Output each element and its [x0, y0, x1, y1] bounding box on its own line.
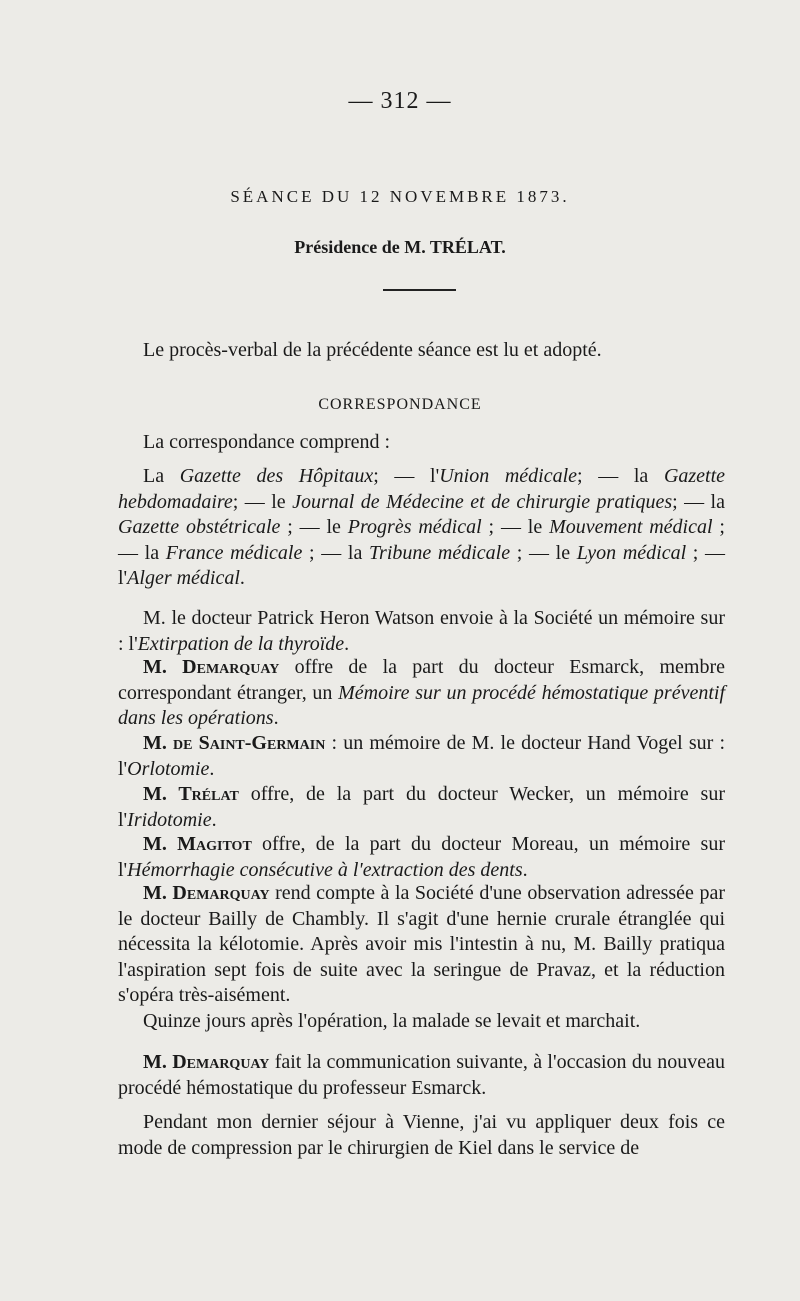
paragraph-quinze-jours: Quinze jours après l'opération, la malade se levait et marchait. [143, 1010, 641, 1032]
journal-title: Union médicale [439, 465, 578, 487]
text-span: . [344, 632, 350, 655]
speaker-name: M. Trélat [143, 783, 239, 805]
journal-title: Gazette obstétricale [118, 516, 281, 539]
text-span: ; — le [280, 516, 348, 539]
text-span: ; — le [232, 490, 293, 513]
speaker-name: M. Magitot [143, 833, 252, 855]
text-span: ; — le [481, 516, 550, 539]
text-span: ; — la [672, 490, 725, 513]
text-span: M. le docteur Patrick Heron Watson envoie à la Société un mémoire sur : l' [118, 607, 725, 655]
journal-title: Gazette des Hôpitaux [179, 465, 374, 487]
minutes-statement: Le procès-verbal de la précédente séance est lu et adopté. [143, 339, 602, 361]
speaker-name: M. de Saint-Germain [143, 732, 326, 754]
work-title: Iridotomie [127, 808, 212, 831]
text-span: ; — le [510, 541, 577, 564]
speaker-name: M. Demarquay [143, 656, 280, 678]
text-span: La [143, 465, 180, 487]
text-span: ; — l' [373, 465, 440, 487]
text-span: ; — la [577, 465, 664, 487]
paragraph-correspondence-intro: La correspondance comprend : [143, 431, 391, 453]
paragraph-demarquay-esmarck [118, 655, 725, 732]
journal-title: Alger médical [127, 567, 240, 590]
text-span: offre de la part du docteur Esmarck, membre correspondant étranger, un [118, 656, 726, 704]
paragraph-watson [118, 606, 725, 657]
speaker-name: M. Demarquay [143, 882, 270, 904]
paragraph-saint-germain [118, 731, 725, 782]
text-span: fait la communication suivante, à l'occasion du nouveau procédé hémostatique du professeur Esmarck. [118, 1051, 725, 1099]
text-span: . [273, 707, 279, 730]
section-heading: CORRESPONDANCE [318, 396, 482, 413]
journal-title: Tribune médicale [369, 541, 511, 564]
journal-title: Gazette hebdomadaire [118, 465, 726, 513]
text-span: : un mémoire de M. le docteur Hand Vogel sur : l' [118, 732, 725, 780]
work-title: Extirpation de la thyroïde [137, 632, 345, 655]
session-title: SÉANCE DU 12 NOVEMBRE 1873. [230, 187, 570, 206]
speaker-name: M. Demarquay [143, 1051, 270, 1073]
text-span: offre, de la part du docteur Wecker, un mémoire sur l' [118, 783, 725, 831]
text-span: . [209, 757, 215, 780]
paragraph-vienne: Pendant mon dernier séjour à Vienne, j'ai vu appliquer deux fois ce mode de compression par le chirurgien de Kiel dans le service de [118, 1111, 725, 1159]
journal-title: Mouvement médical [549, 516, 713, 539]
separator-rule [383, 289, 456, 291]
paragraph-journals [118, 464, 725, 592]
paragraph-demarquay-bailly [118, 881, 725, 1009]
journal-title: France médicale [165, 541, 303, 564]
text-span: ; — la [118, 516, 725, 564]
work-title: Hémorrhagie consécutive à l'extraction des dents [127, 858, 523, 881]
paragraph-demarquay-communication [118, 1050, 725, 1101]
page-number: — 312 — [348, 88, 452, 114]
text-span: offre, de la part du docteur Moreau, un mémoire sur l' [118, 833, 725, 881]
paragraph-trelat [118, 782, 725, 833]
text-span: ; — l' [118, 541, 726, 590]
text-span: ; — la [302, 541, 370, 564]
journal-title: Journal de Médecine et de chirurgie pratiques [292, 490, 673, 513]
work-title: Mémoire sur un procédé hémostatique préventif dans les opérations [118, 681, 725, 730]
journal-title: Lyon médical [576, 541, 687, 564]
paragraph-magitot [118, 832, 725, 883]
text-span: . [239, 567, 245, 590]
journal-title: Progrès médical [347, 516, 482, 539]
presidency-line: Présidence de M. TRÉLAT. [294, 237, 506, 257]
text-span: rend compte à la Société d'une observation adressée par le docteur Bailly de Chambly. Il s'agit d'une hernie crurale étranglée qui nécessita la kélotomie. Après avoir mis l'intestin à nu, M. Bailly pratiqua l'aspiration sept fois de suite avec la seringue de Pravaz, et la réduction s'opéra très-aisément. [118, 882, 725, 1007]
work-title: Orlotomie [127, 757, 210, 780]
text-span: . [522, 858, 528, 881]
text-span: . [211, 808, 217, 831]
